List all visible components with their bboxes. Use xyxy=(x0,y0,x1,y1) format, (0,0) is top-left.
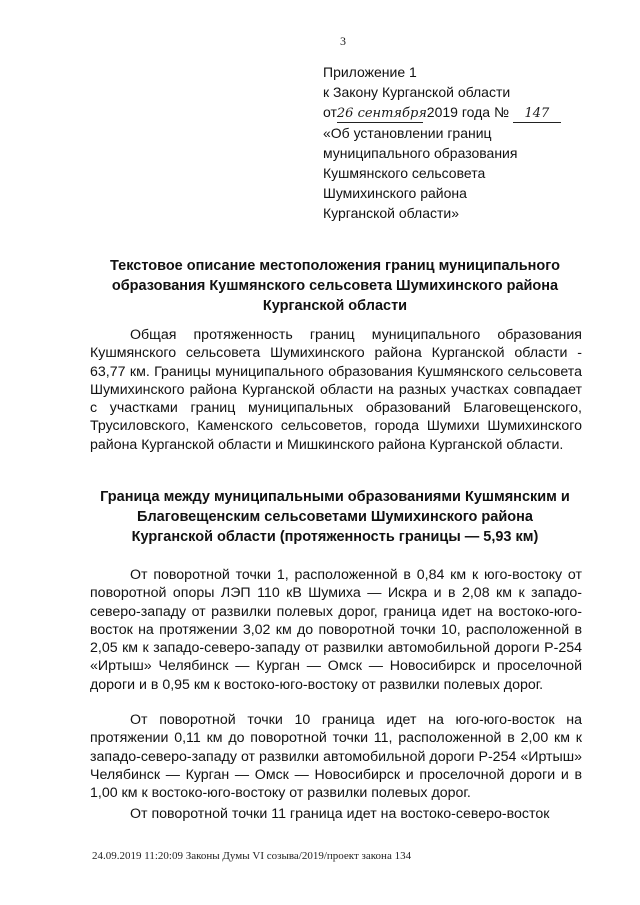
footer-stamp: 24.09.2019 11:20:09 Законы Думы VI созыва/2019/проект закона 134 xyxy=(92,850,412,862)
appendix-title: Приложение 1 xyxy=(323,64,417,80)
page-number: 3 xyxy=(340,34,346,48)
appendix-header xyxy=(323,62,623,223)
appendix-law-name-line4: Шумихинского района xyxy=(323,185,467,201)
date-prefix: от xyxy=(323,104,337,120)
section-title: Граница между муниципальными образованиями Кушмянским и Благовещенским сельсоветами Шумихинского района Курганской области (протяженность границы — 5,93 км) xyxy=(100,489,570,545)
year-text: 2019 года № xyxy=(426,104,509,120)
appendix-law-name-line2: муниципального образования xyxy=(323,145,518,161)
handwritten-date: 26 сентября xyxy=(336,106,427,121)
body-paragraph: От поворотной точки 10 граница идет на юго-юго-восток на протяжении 0,11 км до поворотной точки 11, расположенной в 2,00 км к западо-северо-западу от развилки автомобильной дороги Р-254 «Иртыш» Челябинск — Курган — Омск — Новосибирск и проселочной дороги и в 1,00 км к востоко-юго-востоку от развилки полевых дорог. xyxy=(90,712,582,802)
appendix-date-line xyxy=(323,102,623,123)
appendix-law-reference: к Закону Курганской области xyxy=(323,84,511,100)
appendix-law-name-line1: «Об установлении границ xyxy=(323,125,492,141)
body-paragraph: От поворотной точки 11 граница идет на востоко-северо-восток xyxy=(130,806,550,822)
handwritten-law-number: 147 xyxy=(513,106,561,123)
intro-paragraph: Общая протяженность границ муниципального образования Кушмянского сельсовета Шумихинского района Курганской области - 63,77 км. Границы муниципального образования Кушмянского сельсовета Шумихинского района Курганской области на разных участках совпадает с участками границ муниципальных образований Благовещенского, Трусиловского, Каменского сельсоветов, города Шумихи Шумихинского района Курганской области и Мишкинского района Курганской области. xyxy=(90,327,582,453)
body-paragraph: От поворотной точки 1, расположенной в 0,84 км к юго-востоку от поворотной опоры ЛЭП 110 кВ Шумиха — Искра и в 2,08 км к западо-северо-западу от развилки полевых дорог, граница идет на востоко-юго-восток на протяжении 3,02 км до поворотной точки 10, расположенной в 2,05 км к западо-северо-западу от развилки автомобильной дороги Р-254 «Иртыш» Челябинск — Курган — Омск — Новосибирск и проселочной дороги и в 0,95 км к востоко-юго-востоку от развилки полевых дорог. xyxy=(90,567,582,693)
appendix-law-name-line5: Курганской области» xyxy=(323,205,460,221)
appendix-law-name-line3: Кушмянского сельсовета xyxy=(323,165,486,181)
document-title: Текстовое описание местоположения границ муниципального образования Кушмянского сельсовета Шумихинского района Курганской области xyxy=(110,258,560,314)
